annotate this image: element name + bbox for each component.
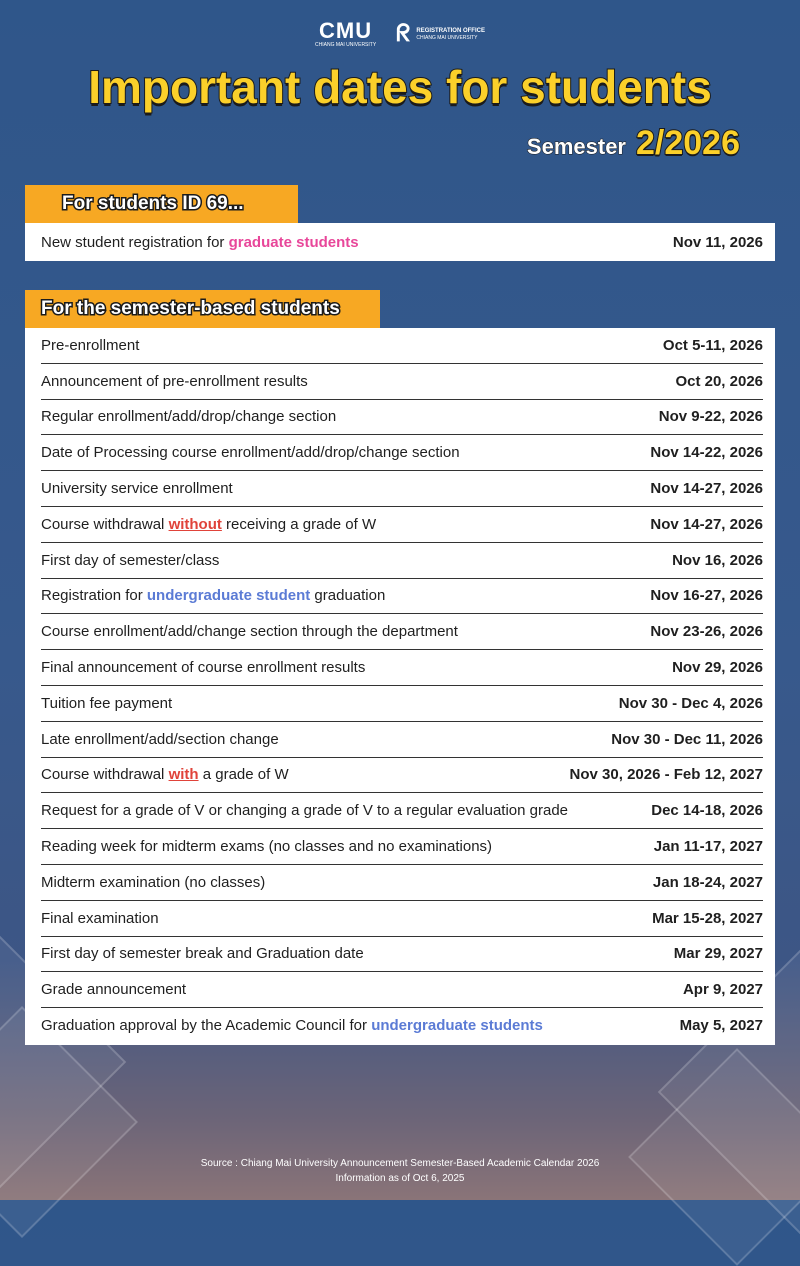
footer-source: Source : Chiang Mai University Announcement Semester-Based Academic Calendar 2026: [200, 1158, 600, 1169]
event-label: [41, 659, 365, 676]
event-label: [41, 234, 359, 251]
table-row: [41, 435, 763, 471]
table-row: [41, 614, 763, 650]
event-label: [41, 766, 289, 783]
footer: [0, 1156, 800, 1186]
event-label: [41, 695, 172, 712]
event-text: Reading week for midterm exams (no classes and no examinations): [41, 838, 493, 856]
event-text: University service enrollment: [41, 480, 233, 498]
event-date: Nov 9-22, 2026: [658, 408, 763, 426]
event-date: May 5, 2027: [679, 1017, 763, 1035]
event-text: Course enrollment/add/change section through the department: [41, 623, 458, 641]
event-text: Pre-enrollment: [41, 336, 140, 354]
event-date: Jan 18-24, 2027: [652, 873, 763, 891]
event-label: [41, 874, 265, 891]
event-text: Date of Processing course enrollment/add/drop/change section: [41, 444, 460, 462]
section-semester-table: [25, 328, 775, 1045]
table-row: [41, 507, 763, 543]
event-label: [41, 552, 219, 569]
event-text: Graduation approval by the Academic Council for: [41, 1017, 372, 1035]
table-row: [41, 364, 763, 400]
table-row: [41, 400, 763, 436]
table-row: [41, 901, 763, 937]
event-text: Grade announcement: [41, 981, 187, 999]
event-date: Nov 14-27, 2026: [650, 515, 763, 533]
table-row: [41, 579, 763, 615]
event-date: Nov 11, 2026: [672, 233, 763, 251]
highlighted-text: without: [168, 515, 222, 533]
table-row: [41, 328, 763, 364]
table-row: [41, 829, 763, 865]
cmu-logo: CMU CHIANG MAI UNIVERSITY: [315, 18, 377, 48]
event-text: Registration for: [41, 587, 147, 605]
event-label: [41, 337, 139, 354]
event-label: [41, 910, 159, 927]
event-label: [41, 981, 186, 998]
event-label: [41, 373, 308, 390]
table-row: [41, 937, 763, 973]
section-id69-table: [25, 223, 775, 261]
event-date: Mar 15-28, 2027: [652, 909, 763, 927]
footer-info-date: Information as of Oct 6, 2025: [335, 1173, 465, 1184]
section-heading-semester-based: For the semester-based students: [25, 290, 380, 328]
table-row: [41, 865, 763, 901]
event-text: Regular enrollment/add/drop/change section: [41, 408, 337, 426]
table-row: [41, 543, 763, 579]
table-row: [41, 758, 763, 794]
event-label: [41, 1017, 543, 1034]
registration-office-logo: ᖇ REGISTRATION OFFICE CHIANG MAI UNIVERSITY: [396, 20, 485, 47]
event-label: [41, 408, 336, 425]
event-label: [41, 731, 279, 748]
event-date: Oct 20, 2026: [675, 372, 763, 390]
page-title: Important dates for students: [88, 61, 712, 113]
table-row: [41, 650, 763, 686]
event-text: First day of semester break and Graduation date: [41, 945, 364, 963]
event-text: Final examination: [41, 909, 159, 927]
registration-office-r-icon: ᖇ: [396, 20, 411, 47]
event-label: [41, 623, 458, 640]
event-label: [41, 444, 460, 461]
event-date: Nov 16, 2026: [672, 551, 763, 569]
highlighted-text: undergraduate students: [371, 1017, 543, 1035]
table-row: [41, 972, 763, 1008]
event-label: [41, 838, 492, 855]
event-text: First day of semester/class: [41, 551, 220, 569]
event-label: [41, 802, 568, 819]
event-text: Late enrollment/add/section change: [41, 730, 279, 748]
semester-label: Semester 2/2026: [526, 124, 740, 162]
event-date: Nov 30, 2026 - Feb 12, 2027: [569, 766, 763, 784]
event-text: Tuition fee payment: [41, 694, 173, 712]
event-text: a grade of W: [198, 766, 289, 784]
event-text: Course withdrawal: [41, 515, 169, 533]
event-label: [41, 587, 385, 604]
table-row: [41, 722, 763, 758]
event-date: Nov 23-26, 2026: [650, 623, 763, 641]
event-text: Final announcement of course enrollment results: [41, 659, 366, 677]
event-date: Nov 30 - Dec 11, 2026: [611, 730, 763, 748]
event-date: Apr 9, 2027: [682, 981, 763, 999]
highlighted-text: graduate students: [228, 233, 359, 251]
event-label: [41, 480, 233, 497]
event-date: Nov 29, 2026: [672, 659, 763, 677]
event-text: Request for a grade of V or changing a grade of V to a regular evaluation grade: [41, 802, 569, 820]
event-text: New student registration for: [41, 233, 229, 251]
event-label: [41, 945, 364, 962]
event-date: Nov 14-22, 2026: [650, 444, 763, 462]
event-date: Nov 30 - Dec 4, 2026: [618, 694, 763, 712]
event-text: Midterm examination (no classes): [41, 873, 266, 891]
event-date: Dec 14-18, 2026: [651, 802, 763, 820]
table-row: [41, 471, 763, 507]
event-text: Course withdrawal: [41, 766, 169, 784]
event-text: Announcement of pre-enrollment results: [41, 372, 308, 390]
event-date: Mar 29, 2027: [673, 945, 763, 963]
event-date: Nov 16-27, 2026: [650, 587, 763, 605]
event-date: Oct 5-11, 2026: [662, 336, 763, 354]
event-label: [41, 516, 376, 533]
table-row: [41, 223, 763, 261]
highlighted-text: undergraduate student: [146, 587, 311, 605]
table-row: [41, 793, 763, 829]
highlighted-text: with: [168, 766, 199, 784]
logo-bar: [0, 20, 800, 48]
table-row: [41, 1008, 763, 1043]
event-date: Jan 11-17, 2027: [653, 838, 763, 856]
section-heading-id69: For students ID 69...: [25, 185, 298, 223]
event-date: Nov 14-27, 2026: [650, 480, 763, 498]
event-text: receiving a grade of W: [221, 515, 377, 533]
table-row: [41, 686, 763, 722]
event-text: graduation: [310, 587, 386, 605]
